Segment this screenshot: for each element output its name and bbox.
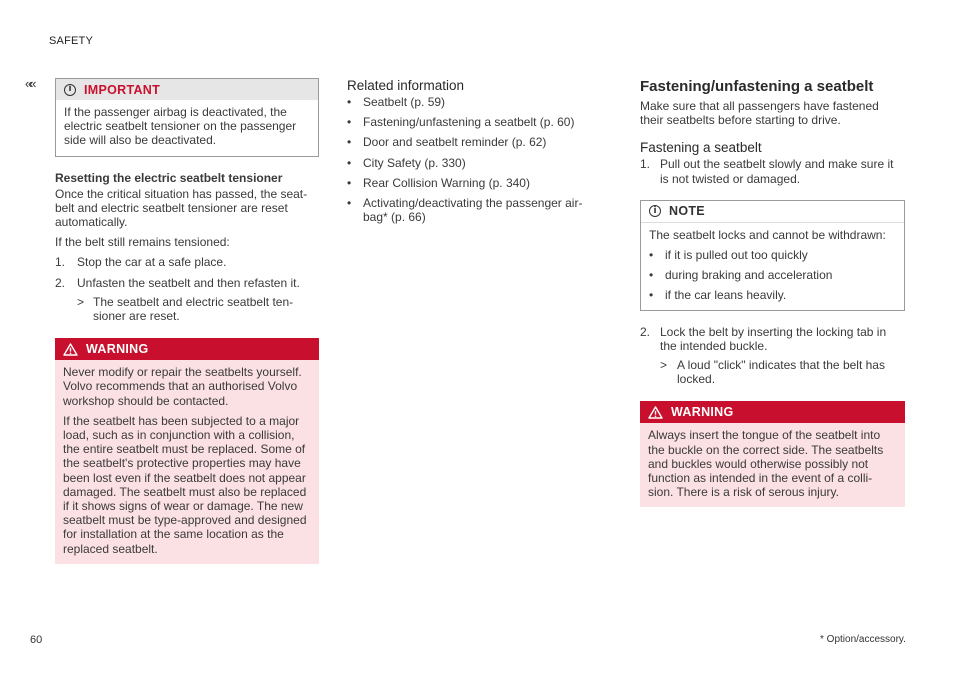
fastening-intro: Make sure that all passengers have fastened their seatbelts before starting to drive. xyxy=(640,99,879,128)
fastening-step xyxy=(640,157,905,185)
related-link[interactable]: • Rear Collision Warning (p. 340) xyxy=(347,175,530,190)
important-title: IMPORTANT xyxy=(84,82,161,97)
important-header xyxy=(56,79,318,100)
step-number: 1. xyxy=(640,157,651,172)
note-bullet-item: • if it is pulled out too quickly xyxy=(649,248,808,263)
note-title: NOTE xyxy=(669,204,705,219)
section-title: SAFETY xyxy=(49,35,93,47)
warning-title: WARNING xyxy=(86,342,149,357)
resetting-condition: If the belt still remains tensioned: xyxy=(55,235,230,250)
related-link[interactable]: • Fastening/unfastening a seatbelt (p. 60) xyxy=(347,115,575,130)
fastening-heading: Fastening/unfastening a seatbelt xyxy=(640,78,874,95)
warning-title: WARNING xyxy=(671,405,734,420)
warning-icon xyxy=(63,343,78,356)
important-text: If the passenger airbag is deactivated, the electric seatbelt tensioner on the passenger side will also be deactivated. xyxy=(64,105,297,148)
note-text: The seatbelt locks and cannot be withdrawn: xyxy=(649,227,886,242)
step-text: Stop the car at a safe place. xyxy=(77,255,227,270)
step-result xyxy=(640,358,905,386)
step-number: 2. xyxy=(55,275,66,290)
related-link[interactable]: • Door and seatbelt reminder (p. 62) xyxy=(347,135,547,150)
warning-text: If the seatbelt has been subjected to a major load, such as in conjunction with a collision, the entire seatbelt must be replaced. Some of the seatbelt's protective properties may have been lost even if the seatbelt does not appear damaged. The seatbelt must also be replaced if it shows signs of wear or damage. The new seatbelt must be type-approved and designed for installation at the same location as the replaced seatbelt. xyxy=(63,413,307,556)
step-item xyxy=(55,276,319,290)
step-number: 1. xyxy=(55,255,66,270)
important-box xyxy=(55,78,319,157)
continued-chevron-icon: «« xyxy=(25,76,34,91)
step-item xyxy=(55,255,319,269)
step-text: Pull out the seatbelt slowly and make sure it is not twisted or damaged. xyxy=(660,157,894,186)
note-box xyxy=(640,200,905,311)
right-column xyxy=(640,78,905,507)
footnote: * Option/accessory. xyxy=(820,634,906,645)
note-bullet-item: • during braking and acceleration xyxy=(649,268,833,283)
resetting-heading: Resetting the electric seatbelt tensioner xyxy=(55,170,283,185)
step-item xyxy=(640,157,905,185)
related-link[interactable]: • City Safety (p. 330) xyxy=(347,155,466,170)
fastening-step xyxy=(640,325,905,353)
resetting-steps xyxy=(55,255,319,289)
note-header xyxy=(641,201,904,223)
result-text: A loud "click" indicates that the belt has locked. xyxy=(677,358,885,387)
page-number: 60 xyxy=(30,634,43,646)
warning-header xyxy=(640,401,905,423)
left-column xyxy=(55,78,319,564)
step-text: Unfasten the seatbelt and then refasten it. xyxy=(77,275,300,290)
note-bullet-item: • if the car leans heavily. xyxy=(649,288,787,303)
related-link[interactable]: • Seatbelt (p. 59) xyxy=(347,95,446,109)
result-marker: > xyxy=(660,358,668,373)
middle-column xyxy=(347,78,607,224)
related-links xyxy=(347,95,607,224)
warning-text: Never modify or repair the seatbelts yourself. Volvo recommends that an authorised Volvo workshop should be contacted. xyxy=(63,365,302,408)
related-heading: Related information xyxy=(347,78,465,93)
warning-text: Always insert the tongue of the seatbelt into the buckle on the correct side. The seatbelts and buckles would otherwise possibly not function as intended in the event of a colli-sion. There is a risk of serous injury. xyxy=(648,428,884,500)
warning-box xyxy=(640,401,905,507)
warning-header xyxy=(55,338,319,360)
fastening-subheading: Fastening a seatbelt xyxy=(640,140,762,156)
step-text: Lock the belt by inserting the locking tab in the intended buckle. xyxy=(660,324,887,353)
step-result xyxy=(55,295,319,323)
warning-icon xyxy=(648,406,663,419)
warning-box xyxy=(55,338,319,564)
related-link[interactable]: • Activating/deactivating the passenger air-bag* (p. 66) xyxy=(347,196,583,225)
resetting-intro: Once the critical situation has passed, the seat-belt and electric seatbelt tensioner are reset automatically. xyxy=(55,186,308,230)
info-icon: i xyxy=(64,84,76,96)
info-icon: i xyxy=(649,205,661,217)
note-bullets xyxy=(649,248,896,303)
result-text: The seatbelt and electric seatbelt ten-sioner are reset. xyxy=(93,294,294,324)
step-item xyxy=(640,325,905,353)
result-marker: > xyxy=(77,294,85,309)
step-number: 2. xyxy=(640,324,651,339)
